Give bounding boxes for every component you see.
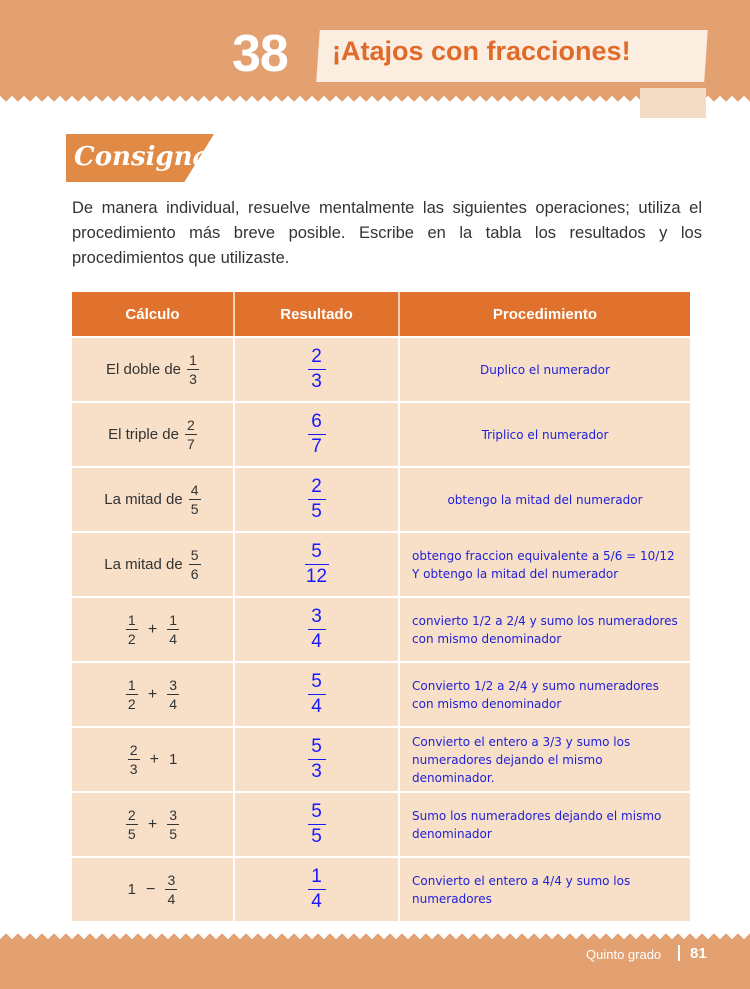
fraction-denominator: 4 xyxy=(167,891,176,908)
fraction-numerator: 1 xyxy=(169,611,178,628)
result-numerator: 5 xyxy=(311,670,322,692)
result-numerator: 3 xyxy=(311,605,322,627)
procedure-text: Triplico el numerador xyxy=(481,427,609,442)
calc-prefix: El triple de xyxy=(108,426,179,443)
result-cell[interactable] xyxy=(235,468,400,531)
result-denominator: 5 xyxy=(311,501,322,523)
result-cell[interactable] xyxy=(235,598,400,661)
result-denominator: 3 xyxy=(311,371,322,393)
calc-fraction xyxy=(185,417,197,453)
procedure-cell[interactable] xyxy=(400,338,690,401)
result-cell[interactable] xyxy=(235,338,400,401)
calc-fraction xyxy=(128,742,140,778)
procedure-cell[interactable] xyxy=(400,858,690,921)
fraction-numerator: 1 xyxy=(127,611,136,628)
procedure-text: obtengo fraccion equivalente a 5/6 = 10/12 Y obtengo la mitad del numerador xyxy=(412,548,675,581)
calc-cell xyxy=(72,663,235,726)
calc-prefix: La mitad de xyxy=(104,556,183,573)
fraction-bar xyxy=(167,694,179,696)
header-zigzag xyxy=(0,96,750,108)
fraction-numerator: 3 xyxy=(167,871,176,888)
fraction-bar xyxy=(126,694,138,696)
fraction-bar xyxy=(128,759,140,761)
table-row xyxy=(72,596,690,661)
result-denominator: 5 xyxy=(311,826,322,848)
calc-fraction xyxy=(189,547,201,583)
calc-fraction xyxy=(187,352,199,388)
fraction-bar xyxy=(167,629,179,631)
result-denominator: 12 xyxy=(305,566,328,588)
calc-cell xyxy=(72,793,235,856)
result-cell[interactable] xyxy=(235,663,400,726)
calc-fraction xyxy=(167,612,179,648)
header-result: Resultado xyxy=(235,292,400,336)
result-numerator: 2 xyxy=(311,345,322,367)
fraction-denominator: 6 xyxy=(190,566,199,583)
fraction-numerator: 1 xyxy=(189,351,197,368)
table-row xyxy=(72,856,690,921)
fraction-denominator: 7 xyxy=(187,436,195,453)
fraction-bar xyxy=(187,369,199,371)
table-row xyxy=(72,401,690,466)
calc-cell xyxy=(72,468,235,531)
fraction-numerator: 3 xyxy=(169,676,178,693)
fraction-numerator: 1 xyxy=(127,676,136,693)
calc-cell xyxy=(72,403,235,466)
page-number: 81 xyxy=(690,945,707,962)
calc-integer: 1 xyxy=(169,751,178,768)
fraction-denominator: 4 xyxy=(169,696,178,713)
procedure-text: obtengo la mitad del numerador xyxy=(447,492,643,507)
fraction-denominator: 5 xyxy=(169,826,178,843)
fraction-bar xyxy=(126,629,138,631)
fraction-denominator: 2 xyxy=(127,631,136,648)
procedure-text: convierto 1/2 a 2/4 y sumo los numeradores con mismo denominador xyxy=(412,613,678,646)
calc-prefix: El doble de xyxy=(105,361,182,378)
fraction-numerator: 2 xyxy=(129,741,138,758)
fraction-denominator: 3 xyxy=(189,371,197,388)
procedure-cell[interactable] xyxy=(400,793,690,856)
table-row xyxy=(72,661,690,726)
table-row xyxy=(72,726,690,791)
calc-fraction xyxy=(126,677,138,713)
procedure-cell[interactable] xyxy=(400,728,690,791)
result-cell[interactable] xyxy=(235,793,400,856)
calc-operator: + xyxy=(147,815,158,833)
fraction-numerator: 5 xyxy=(190,546,199,563)
fraction-numerator: 4 xyxy=(190,481,199,498)
procedure-text: Sumo los numeradores dejando el mismo denominador xyxy=(412,808,662,841)
result-denominator: 3 xyxy=(311,761,322,783)
result-cell[interactable] xyxy=(235,533,400,596)
header-calc: Cálculo xyxy=(72,292,235,336)
result-numerator: 2 xyxy=(311,475,322,497)
result-cell[interactable] xyxy=(235,728,400,791)
fraction-numerator: 2 xyxy=(187,416,195,433)
calc-operator: + xyxy=(147,685,158,703)
lesson-number: 38 xyxy=(232,25,288,83)
result-numerator: 5 xyxy=(311,800,322,822)
calc-fraction xyxy=(165,872,177,908)
procedure-text: Convierto 1/2 a 2/4 y sumo numeradores con mismo denominador xyxy=(412,678,659,711)
table-row xyxy=(72,791,690,856)
calc-cell xyxy=(72,858,235,921)
procedure-cell[interactable] xyxy=(400,533,690,596)
fraction-bar xyxy=(167,824,179,826)
fraction-bar xyxy=(185,434,197,436)
fractions-table xyxy=(72,292,690,921)
result-denominator: 4 xyxy=(311,631,322,653)
instructions: De manera individual, resuelve mentalmente las siguientes operaciones; utiliza el procedimiento más breve posible. Escribe en la tabla los resultados y los procedimientos que utilizaste. xyxy=(72,199,702,267)
calc-operator: − xyxy=(146,880,156,898)
fraction-denominator: 5 xyxy=(127,826,136,843)
fraction-bar xyxy=(189,564,201,566)
header-procedure: Procedimiento xyxy=(492,305,598,323)
table-header xyxy=(72,292,690,336)
title-banner-fold xyxy=(640,88,706,118)
procedure-cell[interactable] xyxy=(400,403,690,466)
consigna-label: Consigna xyxy=(74,142,210,172)
result-denominator: 4 xyxy=(311,696,322,718)
table-row xyxy=(72,336,690,401)
result-cell[interactable] xyxy=(235,403,400,466)
calc-fraction xyxy=(189,482,201,518)
calc-prefix: La mitad de xyxy=(104,491,183,508)
fraction-denominator: 3 xyxy=(129,761,138,778)
calc-cell xyxy=(72,533,235,596)
fraction-bar xyxy=(165,889,177,891)
result-denominator: 4 xyxy=(311,891,322,913)
fraction-denominator: 5 xyxy=(190,501,199,518)
procedure-cell[interactable] xyxy=(400,663,690,726)
calc-cell xyxy=(72,338,235,401)
calc-operator: + xyxy=(147,620,158,638)
result-numerator: 5 xyxy=(311,540,322,562)
calc-fraction xyxy=(126,612,138,648)
procedure-cell[interactable] xyxy=(400,468,690,531)
result-cell[interactable] xyxy=(235,858,400,921)
fraction-denominator: 2 xyxy=(127,696,136,713)
result-denominator: 7 xyxy=(311,436,322,458)
fraction-numerator: 2 xyxy=(127,806,136,823)
calc-fraction xyxy=(167,807,179,843)
fraction-denominator: 4 xyxy=(169,631,178,648)
calc-fraction xyxy=(167,677,179,713)
procedure-cell[interactable] xyxy=(400,598,690,661)
table-row xyxy=(72,466,690,531)
footer-separator xyxy=(678,945,680,961)
footer-grade: Quinto grado xyxy=(586,947,662,962)
calc-cell xyxy=(72,598,235,661)
fraction-bar xyxy=(126,824,138,826)
calc-operator: + xyxy=(149,750,159,768)
result-numerator: 1 xyxy=(311,865,322,887)
table-row xyxy=(72,531,690,596)
result-numerator: 6 xyxy=(311,410,322,432)
footer-zigzag xyxy=(0,927,750,939)
calc-prefix: 1 xyxy=(127,881,136,898)
procedure-text: Convierto el entero a 4/4 y sumo los numeradores xyxy=(412,873,631,906)
calc-cell xyxy=(72,728,235,791)
procedure-text: Duplico el numerador xyxy=(480,362,610,377)
result-numerator: 5 xyxy=(311,735,322,757)
page-title: ¡Atajos con fracciones! xyxy=(332,36,631,66)
fraction-bar xyxy=(189,499,201,501)
calc-fraction xyxy=(126,807,138,843)
fraction-numerator: 3 xyxy=(169,806,178,823)
procedure-text: Convierto el entero a 3/3 y sumo los numeradores dejando el mismo denominador. xyxy=(412,734,631,785)
